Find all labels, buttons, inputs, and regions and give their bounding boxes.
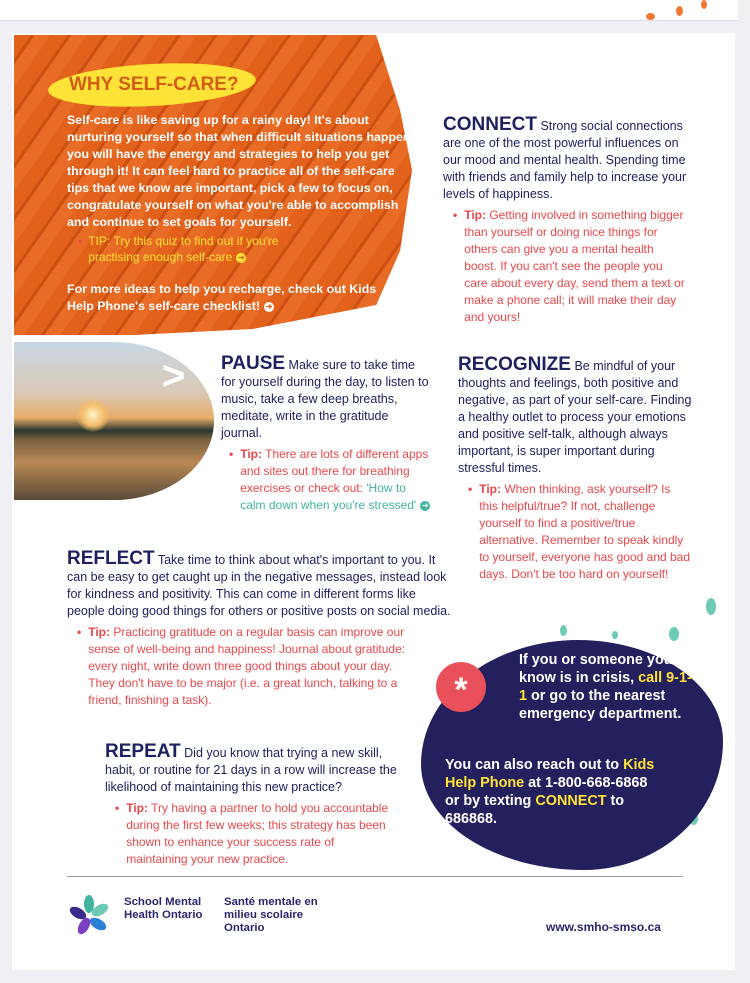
website-link[interactable]: www.smho-smso.ca bbox=[546, 920, 661, 934]
decorative-dot bbox=[701, 0, 707, 9]
smho-logo bbox=[67, 893, 111, 937]
recognize-tip: • Tip: When thinking, ask yourself? Is this helpful/true? If not, challenge yourself to find a positive/true alternative. Remember to speak kindly to yourself, everyone has good and bad days. Don't be too hard on yourself! bbox=[468, 482, 691, 581]
repeat-tip-text: Try having a partner to hold you accountable during the first few weeks; this strategy has been shown to enhance your success rate of maintaining your new practice. bbox=[126, 801, 389, 866]
footer-divider bbox=[67, 876, 683, 877]
quiz-tip[interactable] bbox=[78, 233, 318, 265]
sunset-lake-photo bbox=[14, 342, 214, 500]
pause-body: Make sure to take time for yourself during the day, to listen to music, take a few deep breaths, meditate, write in the gratitude journal. bbox=[221, 358, 429, 440]
pause-tip: • Tip: There are lots of different apps and sites out there for breathing exercises or check out: 'How to calm down when you're stressed' ➜ bbox=[229, 447, 429, 512]
bullet: • bbox=[78, 234, 83, 248]
quiz-tip-text: TIP: Try this quiz to find out if you're practising enough self-care bbox=[88, 234, 279, 264]
previous-page-edge bbox=[0, 0, 738, 21]
tip-label: Tip: bbox=[479, 482, 501, 496]
org-name-fr: Santé mentale en milieu scolaire Ontario bbox=[224, 896, 318, 934]
decorative-dot bbox=[669, 627, 679, 641]
kids-help-phone[interactable]: Kids Help Phone bbox=[445, 757, 655, 791]
why-self-care-body: Self-care is like saving up for a rainy day! It's about nurturing yourself so that when difficult situations happen, you will have the energy and strategies to help you get through it! It can feel hard to practice all of the self-care tips that we know are important, pick a few to focus on, congratulate yourself on what you're able to accomplish and continue to set goals for yourself. bbox=[67, 113, 414, 229]
arrow-circle-icon[interactable]: ➜ bbox=[237, 252, 245, 262]
pause-tip-text: There are lots of different apps and sites out there for breathing exercises or check out: bbox=[240, 447, 429, 495]
recognize-section bbox=[458, 356, 692, 583]
repeat-section bbox=[105, 743, 415, 868]
sun-glow bbox=[76, 398, 110, 432]
crisis-message: If you or someone you know is in crisis, call 9-1-1 or go to the nearest emergency department. bbox=[519, 652, 692, 722]
repeat-heading: REPEAT bbox=[105, 741, 181, 762]
arrow-circle-icon[interactable]: ➜ bbox=[265, 301, 273, 311]
recognize-tip-text: When thinking, ask yourself? Is this helpful/true? If not, challenge yourself to find a positive/true alternative. Remember to speak kindly to yourself, everyone has good and bad days. Don't be too hard on yourself! bbox=[479, 482, 691, 581]
reflect-heading: REFLECT bbox=[67, 548, 155, 569]
checklist-text: For more ideas to help you recharge, check out Kids Help Phone's self-care checklist! bbox=[67, 282, 377, 313]
tip-label: Tip: bbox=[464, 208, 486, 222]
connect-tip: • Tip: Getting involved in something bigger than yourself or doing nice things for others can give you a mental health boost. If you can't see the people you care about every day, send them a text or make a phone call; it will make their day and yours! bbox=[453, 208, 685, 324]
connect-keyword: CONNECT bbox=[535, 793, 607, 809]
connect-tip-text: Getting involved in something bigger than yourself or doing nice things for others can give you a mental health boost. If you can't see the people you care about every day, send them a text or make a phone call; it will make their day and yours! bbox=[464, 208, 685, 324]
decorative-dot bbox=[676, 6, 683, 16]
repeat-tip: • Tip: Try having a partner to hold you accountable during the first few weeks; this strategy has been shown to enhance your success rate of maintaining your new practice. bbox=[115, 801, 389, 866]
call-911[interactable]: call 9-1-1 bbox=[519, 670, 692, 704]
tip-label: Tip: bbox=[126, 801, 148, 815]
pause-heading: PAUSE bbox=[221, 353, 286, 374]
org-name-en: School Mental Health Ontario bbox=[124, 896, 203, 921]
pause-section bbox=[221, 355, 431, 514]
reflect-section bbox=[67, 550, 453, 709]
connect-section bbox=[443, 116, 688, 326]
reflect-body: Take time to think about what's important to you. It can be easy to get caught up in the negative messages, instead look for kindness and positivity. This can come in different forms like people doing good things for others or positive posts on social media. bbox=[67, 553, 451, 618]
decorative-dot bbox=[646, 13, 655, 20]
decorative-dot bbox=[706, 598, 716, 615]
checklist-link[interactable] bbox=[67, 281, 397, 315]
connect-heading: CONNECT bbox=[443, 114, 537, 135]
why-self-care-title: WHY SELF-CARE? bbox=[69, 74, 239, 95]
asterisk-icon: * bbox=[436, 662, 486, 712]
tip-label: Tip: bbox=[240, 447, 262, 461]
connect-body: Strong social connections are one of the most powerful influences on our mood and mental health. Spending time with friends and family help to increase your levels of happiness. bbox=[443, 119, 687, 201]
kids-help-phone-message: You can also reach out to Kids Help Phone at 1-800-668-6868 or by texting CONNECT to 686868. bbox=[445, 757, 655, 827]
decorative-dot bbox=[612, 631, 618, 639]
recognize-body: Be mindful of your thoughts and feelings, both positive and negative, as part of your self-care. Finding a healthy outlet to process your emotions and positive self-talk, although always important, is super important during stressful times. bbox=[458, 359, 692, 475]
reflect-tip-text: Practicing gratitude on a regular basis can improve our sense of well-being and happiness! Journal about gratitude: every night, write down three good things about your day. They don't have to be major (i.e. a great lunch, talking to a friend, finishing a task). bbox=[88, 625, 406, 707]
chevron-right-icon: > bbox=[162, 354, 186, 398]
tip-label: Tip: bbox=[88, 625, 110, 639]
calm-down-link[interactable]: 'How to calm down when you're stressed' ➜ bbox=[240, 481, 429, 512]
decorative-dot bbox=[560, 625, 567, 636]
repeat-body: Did you know that trying a new skill, habit, or routine for 21 days in a row will increase the likelihood of maintaining this new practice? bbox=[105, 746, 397, 794]
arrow-circle-icon[interactable]: ➜ bbox=[421, 500, 429, 510]
reflect-tip: • Tip: Practicing gratitude on a regular basis can improve our sense of well-being and happiness! Journal about gratitude: every night, write down three good things about your day. They don't have to be major (i.e. a great lunch, talking to a friend, finishing a task). bbox=[77, 625, 406, 707]
recognize-heading: RECOGNIZE bbox=[458, 354, 571, 375]
